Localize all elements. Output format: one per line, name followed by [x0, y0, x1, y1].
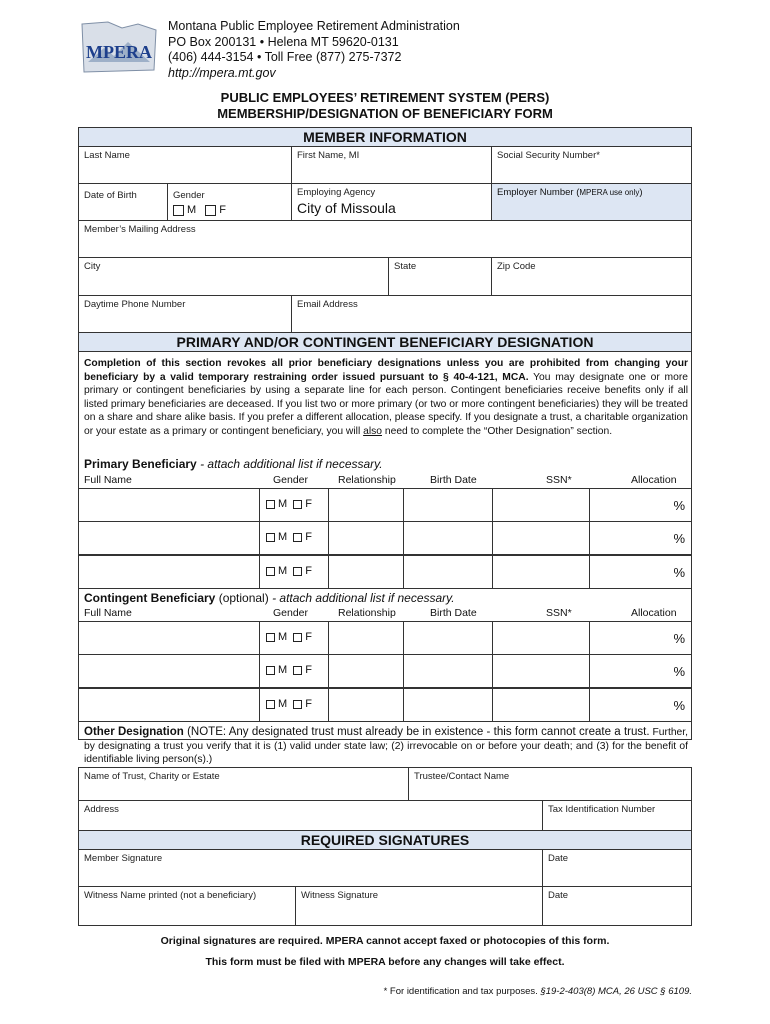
- employer-number-close: ): [639, 187, 643, 198]
- female-label: F: [305, 498, 313, 510]
- primary-column-header: Birth Date: [430, 474, 477, 486]
- male-checkbox[interactable]: [266, 500, 275, 509]
- primary-column-header: SSN*: [546, 474, 572, 486]
- instructions-text: You may designate one or more primary or contingent beneficiaries by using a separate line for each person. Contingent beneficiaries receive benefits only if all listed primary beneficiaries are deceased. If you list two or more primary (or two or more contingent beneficiaries) they will be treated on a share and share alike basis. If you prefer a different allocation, please specify. If you designate a trust, a charitable organization or your estate as a primary or contingent beneficiary, you will: [84, 371, 688, 437]
- footer-note-cite: §19-2-403(8) MCA, 26 USC § 6109.: [540, 986, 692, 997]
- male-label: M: [278, 698, 288, 710]
- primary-row-3-cell[interactable]: [328, 555, 404, 589]
- contingent-row-3-cell[interactable]: [492, 688, 590, 722]
- instructions-bold: Completion of this section revokes all prior beneficiary designations unless you are prohibited from changing your beneficiary by a valid temporary restraining order issued pursuant to § 40-4-121, MCA.: [84, 358, 688, 383]
- primary-column-header: Allocation: [631, 474, 677, 486]
- female-checkbox[interactable]: [293, 633, 302, 642]
- primary-row-1-cell[interactable]: [589, 488, 692, 522]
- primary-row-2-cell: [259, 521, 329, 555]
- primary-column-header: Full Name: [84, 474, 132, 486]
- female-label: F: [305, 698, 313, 710]
- witness-signature-label: Witness Signature: [301, 890, 379, 901]
- member-date-label: Date: [548, 853, 569, 864]
- city-field[interactable]: [78, 257, 389, 296]
- primary-row-2-cell[interactable]: [492, 521, 590, 555]
- contingent-title: [84, 591, 455, 605]
- primary-row-1-cell: [259, 488, 329, 522]
- female-label: F: [219, 204, 226, 216]
- contingent-title-bold: Contingent Beneficiary: [84, 591, 216, 605]
- contingent-row-1-cell[interactable]: [328, 621, 404, 655]
- female-checkbox[interactable]: [293, 533, 302, 542]
- state-label: State: [394, 261, 417, 272]
- male-checkbox[interactable]: [266, 666, 275, 675]
- email-field[interactable]: [291, 295, 692, 333]
- city-label: City: [84, 261, 101, 272]
- footer-line-2: This form must be filed with MPERA before any changes will take effect.: [205, 956, 565, 968]
- female-label: F: [305, 664, 313, 676]
- footer-note-prefix: * For identification and tax purposes.: [383, 986, 541, 997]
- contingent-note: - attach additional list if necessary.: [268, 591, 455, 605]
- instructions-end: need to complete the “Other Designation” section.: [382, 425, 613, 437]
- witness-name-label: Witness Name printed (not a beneficiary): [84, 890, 257, 901]
- percent-sign: %: [673, 664, 685, 679]
- org-url[interactable]: http://mpera.mt.gov: [168, 65, 276, 80]
- female-label: F: [305, 631, 313, 643]
- primary-row-3-cell[interactable]: [492, 555, 590, 589]
- witness-name-field[interactable]: [78, 886, 296, 926]
- primary-row-2-cell[interactable]: [403, 521, 493, 555]
- email-label: Email Address: [297, 299, 358, 310]
- primary-gender-options: [266, 531, 312, 543]
- gender-field: [167, 183, 292, 221]
- primary-title: [84, 457, 383, 471]
- primary-column-header: Relationship: [338, 474, 396, 486]
- contingent-column-header: SSN*: [546, 607, 572, 619]
- contingent-row-3-cell: [259, 688, 329, 722]
- primary-title-bold: Primary Beneficiary: [84, 457, 197, 471]
- primary-row-1-cell[interactable]: [403, 488, 493, 522]
- organization-block: [168, 19, 460, 81]
- last-name-field[interactable]: [78, 146, 292, 184]
- primary-row-2-cell[interactable]: [78, 521, 260, 555]
- contingent-row-1-cell: [259, 621, 329, 655]
- dob-label: Date of Birth: [84, 190, 137, 201]
- org-phone: (406) 444-3154 • Toll Free (877) 275-7372: [168, 50, 402, 64]
- contingent-row-3-cell[interactable]: [328, 688, 404, 722]
- contingent-row-3-cell[interactable]: [78, 688, 260, 722]
- contingent-gender-options: [266, 664, 312, 676]
- female-checkbox[interactable]: [293, 666, 302, 675]
- logo-text: MPERA: [86, 42, 152, 62]
- primary-row-3-cell[interactable]: [589, 555, 692, 589]
- primary-row-3-cell[interactable]: [78, 555, 260, 589]
- female-label: F: [305, 565, 313, 577]
- footer-note: [360, 986, 692, 997]
- female-checkbox[interactable]: [293, 700, 302, 709]
- contingent-gender-options: [266, 698, 312, 710]
- male-checkbox[interactable]: [266, 533, 275, 542]
- contingent-optional: (optional): [215, 591, 269, 605]
- ssn-field[interactable]: [491, 146, 692, 184]
- contingent-column-header: Birth Date: [430, 607, 477, 619]
- phone-field[interactable]: [78, 295, 292, 333]
- employer-number-note: MPERA use only: [579, 188, 640, 197]
- trustee-label: Trustee/Contact Name: [414, 771, 510, 782]
- female-checkbox[interactable]: [205, 205, 216, 216]
- contingent-row-2-cell[interactable]: [492, 654, 590, 688]
- dob-field[interactable]: [78, 183, 168, 221]
- primary-column-header: Gender: [273, 474, 309, 486]
- percent-sign: %: [673, 698, 685, 713]
- witness-signature-field[interactable]: [295, 886, 543, 926]
- contingent-row-1-cell[interactable]: [589, 621, 692, 655]
- member-date-field[interactable]: [542, 849, 692, 887]
- other-note-2: Further, by designating a trust you verify that it is (1) valid under state law; (2) irrevocable on or before your death; and (3) for the benefit of identifiable living person(s).): [84, 727, 688, 766]
- mailing-address-field[interactable]: [78, 220, 692, 258]
- female-checkbox[interactable]: [293, 500, 302, 509]
- contingent-row-2-cell[interactable]: [403, 654, 493, 688]
- witness-date-field[interactable]: [542, 886, 692, 926]
- contingent-row-3-cell[interactable]: [403, 688, 493, 722]
- male-checkbox[interactable]: [266, 633, 275, 642]
- employer-number-field: [491, 183, 692, 221]
- contingent-row-2-cell[interactable]: [328, 654, 404, 688]
- primary-row-2-cell[interactable]: [328, 521, 404, 555]
- primary-row-1-cell[interactable]: [492, 488, 590, 522]
- primary-row-3-cell: [259, 555, 329, 589]
- contingent-column-header: Gender: [273, 607, 309, 619]
- primary-row-1-cell[interactable]: [328, 488, 404, 522]
- contingent-column-header: Allocation: [631, 607, 677, 619]
- title-line-2: MEMBERSHIP/DESIGNATION OF BENEFICIARY FORM: [217, 106, 553, 121]
- signatures-heading: REQUIRED SIGNATURES: [78, 830, 692, 850]
- contingent-gender-options: [266, 631, 312, 643]
- primary-gender-options: [266, 498, 312, 510]
- male-label: M: [187, 204, 197, 216]
- percent-sign: %: [673, 498, 685, 513]
- title-line-1: PUBLIC EMPLOYEES’ RETIREMENT SYSTEM (PERS): [220, 90, 550, 105]
- male-label: M: [278, 531, 288, 543]
- primary-row-3-cell[interactable]: [403, 555, 493, 589]
- mailing-label: Member’s Mailing Address: [84, 224, 196, 235]
- male-checkbox[interactable]: [173, 205, 184, 216]
- contingent-row-2-cell: [259, 654, 329, 688]
- male-label: M: [278, 631, 288, 643]
- mpera-logo: [78, 18, 160, 80]
- state-field[interactable]: [388, 257, 492, 296]
- other-designation: [84, 726, 688, 767]
- contingent-row-1-cell[interactable]: [403, 621, 493, 655]
- female-label: F: [305, 531, 313, 543]
- other-note-1: (NOTE: Any designated trust must already be in existence - this form cannot create a trust.: [183, 726, 650, 738]
- beneficiary-heading: PRIMARY AND/OR CONTINGENT BENEFICIARY DESIGNATION: [78, 332, 692, 352]
- male-label: M: [278, 565, 288, 577]
- primary-row-1-cell[interactable]: [78, 488, 260, 522]
- other-title: Other Designation: [84, 726, 184, 738]
- instructions-also: also: [363, 425, 382, 437]
- other-address-field[interactable]: [78, 800, 543, 831]
- male-checkbox[interactable]: [266, 700, 275, 709]
- member-signature-label: Member Signature: [84, 853, 163, 864]
- male-checkbox[interactable]: [266, 567, 275, 576]
- member-signature-field[interactable]: [78, 849, 543, 887]
- form-title: [0, 90, 770, 122]
- primary-row-2-cell[interactable]: [589, 521, 692, 555]
- zip-field[interactable]: [491, 257, 692, 296]
- primary-note: - attach additional list if necessary.: [196, 457, 383, 471]
- org-address: PO Box 200131 • Helena MT 59620-0131: [168, 34, 399, 49]
- first-name-field[interactable]: [291, 146, 492, 184]
- witness-date-label: Date: [548, 890, 569, 901]
- employing-agency-field[interactable]: [291, 183, 492, 221]
- trust-name-field[interactable]: [78, 767, 409, 801]
- trust-name-label: Name of Trust, Charity or Estate: [84, 771, 220, 782]
- agency-value: City of Missoula: [297, 200, 396, 216]
- first-name-label: First Name, MI: [297, 150, 360, 161]
- tax-id-label: Tax Identification Number: [548, 804, 656, 815]
- ssn-label: Social Security Number*: [497, 150, 600, 161]
- percent-sign: %: [673, 531, 685, 546]
- phone-label: Daytime Phone Number: [84, 299, 186, 310]
- zip-label: Zip Code: [497, 261, 536, 272]
- agency-label: Employing Agency: [297, 187, 376, 198]
- member-info-heading: MEMBER INFORMATION: [78, 127, 692, 147]
- footer-line-1: Original signatures are required. MPERA cannot accept faxed or photocopies of this form.: [160, 935, 610, 947]
- other-address-label: Address: [84, 804, 119, 815]
- male-label: M: [278, 664, 288, 676]
- percent-sign: %: [673, 565, 685, 580]
- primary-gender-options: [266, 565, 312, 577]
- contingent-row-3-cell[interactable]: [589, 688, 692, 722]
- contingent-column-header: Relationship: [338, 607, 396, 619]
- percent-sign: %: [673, 631, 685, 646]
- contingent-row-2-cell[interactable]: [78, 654, 260, 688]
- beneficiary-instructions: [84, 357, 688, 439]
- female-checkbox[interactable]: [293, 567, 302, 576]
- org-name: Montana Public Employee Retirement Administration: [168, 19, 460, 33]
- last-name-label: Last Name: [84, 150, 130, 161]
- male-label: M: [278, 498, 288, 510]
- contingent-column-header: Full Name: [84, 607, 132, 619]
- tax-id-field[interactable]: [542, 800, 692, 831]
- trustee-field[interactable]: [408, 767, 692, 801]
- contingent-row-1-cell[interactable]: [78, 621, 260, 655]
- employer-number-label: Employer Number (: [497, 187, 580, 198]
- contingent-row-2-cell[interactable]: [589, 654, 692, 688]
- gender-label: Gender: [173, 190, 205, 201]
- contingent-row-1-cell[interactable]: [492, 621, 590, 655]
